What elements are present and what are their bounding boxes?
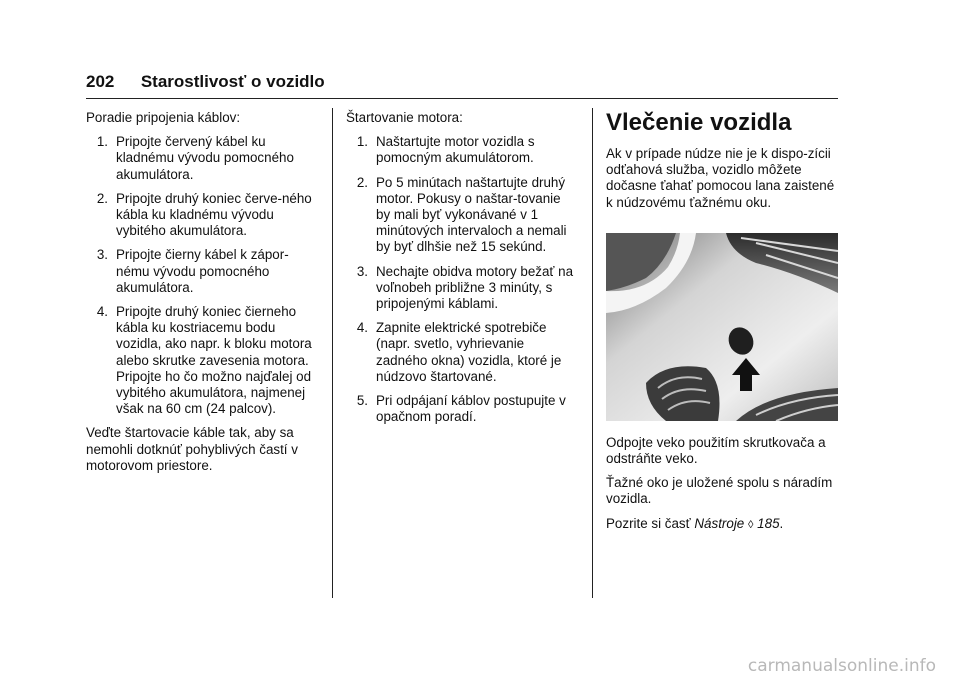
list-item: 3. Nechajte obidva motory bežať na voľnobeh približne 3 minúty, s pripojenými káblami. [356, 263, 574, 312]
cable-steps-list [86, 134, 322, 417]
list-item: 2. Pripojte druhý koniec červe-ného kábla ku kladnému vývodu vybitého akumulátora. [96, 190, 312, 239]
towing-intro: Ak v prípade núdze nie je k dispo-zícii odťahová služba, vozidlo môžete dočasne ťahať pomocou lana zaistené k núdzovému ťažnému oku. [606, 146, 835, 210]
page-header [86, 72, 838, 92]
column-engine-start [346, 110, 578, 433]
page-ref-icon: ◊ [748, 518, 754, 531]
page-title: Starostlivosť o vozidlo [140, 72, 325, 91]
list-item: 5. Pri odpájaní káblov postupujte v opačnom poradí. [356, 393, 566, 425]
cross-reference: Pozrite si časť Nástroje ◊ 185. [606, 515, 784, 531]
column-divider-1 [332, 108, 333, 598]
list-item: 2. Po 5 minútach naštartujte druhý motor. Pokusy o naštar-tovanie by mali byť vykonávané v 1 minútových intervaloch a nemali by byť dlhšie než 15 sekúnd. [356, 174, 567, 255]
list-item: 3. Pripojte čierny kábel k zápor-nému vývodu pomocného akumulátora. [96, 247, 289, 295]
page-number: 202 [86, 72, 115, 91]
cable-routing-note: Veďte štartovacie káble tak, aby sa nemohli dotknúť pohyblivých častí v motorovom priestore. [86, 425, 298, 473]
cable-order-intro: Poradie pripojenia káblov: [86, 110, 241, 125]
section-heading: Vlečenie vozidla [606, 109, 792, 136]
list-item: 1. Pripojte červený kábel ku kladnému vývodu pomocného akumulátora. [96, 134, 294, 182]
column-divider-2 [592, 108, 593, 598]
column-towing [606, 110, 838, 541]
remove-cover-instruction: Odpojte veko použitím skrutkovača a odstráňte veko. [606, 434, 826, 467]
watermark: carmanualsonline.info [747, 656, 936, 676]
engine-start-steps-list [346, 134, 578, 425]
tools-link[interactable]: Nástroje [694, 515, 745, 531]
header-rule [86, 98, 838, 99]
engine-start-intro: Štartovanie motora: [346, 110, 463, 125]
tow-eye-storage-note: Ťažné oko je uložené spolu s náradím vozidla. [606, 475, 833, 507]
page-ref-number[interactable]: 185 [757, 515, 780, 531]
list-item: 1. Naštartujte motor vozidla s pomocným akumulátorom. [356, 134, 535, 166]
bumper-cover-illustration [606, 233, 838, 421]
list-item: 4. Zapnite elektrické spotrebiče (napr. svetlo, vyhrievanie zadného okna) vozidla, ktoré je núdzovo štartované. [356, 320, 562, 384]
column-cable-connection [86, 110, 322, 482]
list-item: 4. Pripojte druhý koniec čierneho kábla ku kostriacemu bodu vozidla, ako napr. k bloku motora alebo skrutke zavesenia motora. Pripojte ho čo možno najďalej od vybitého akumulátora, najmenej však na 60 cm (24 palcov). [96, 304, 312, 417]
